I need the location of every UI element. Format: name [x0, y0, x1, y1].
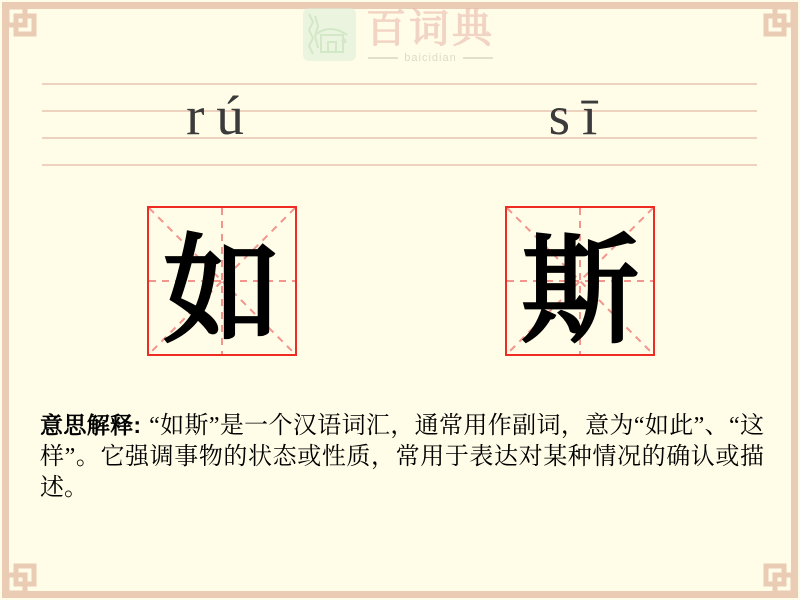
- character-box-ru: [147, 206, 297, 356]
- corner-ornament-icon: [1, 1, 41, 41]
- definition-block: [40, 410, 764, 504]
- frame-border-right: [791, 2, 798, 598]
- corner-ornament-icon: [759, 559, 799, 599]
- corner-ornament-icon: [1, 559, 41, 599]
- character-box-si: [505, 206, 655, 356]
- bamboo-pavilion-icon: [303, 8, 356, 61]
- logo-subtitle: baicidian: [404, 52, 457, 64]
- definition-label: 意思解释:: [40, 412, 142, 438]
- pinyin-ru: rú: [186, 85, 256, 146]
- pinyin-guide-line: [42, 83, 757, 85]
- corner-ornament-icon: [759, 1, 799, 41]
- pinyin-si: sī: [548, 85, 610, 146]
- app-logo: [303, 8, 495, 64]
- frame-border-bottom: [2, 591, 798, 598]
- character-si: 斯: [520, 227, 639, 358]
- logo-title: 百词典: [366, 6, 495, 51]
- pinyin-guide-line: [42, 164, 757, 166]
- logo-dash-left: [368, 57, 398, 59]
- definition-text: “如斯”是一个汉语词汇，通常用作副词，意为“如此”、“这样”。它强调事物的状态或性质，常用于表达对某种情况的确认或描述。: [40, 413, 764, 501]
- character-ru: 如: [162, 227, 281, 358]
- logo-dash-right: [463, 57, 493, 59]
- frame-border-left: [2, 2, 9, 598]
